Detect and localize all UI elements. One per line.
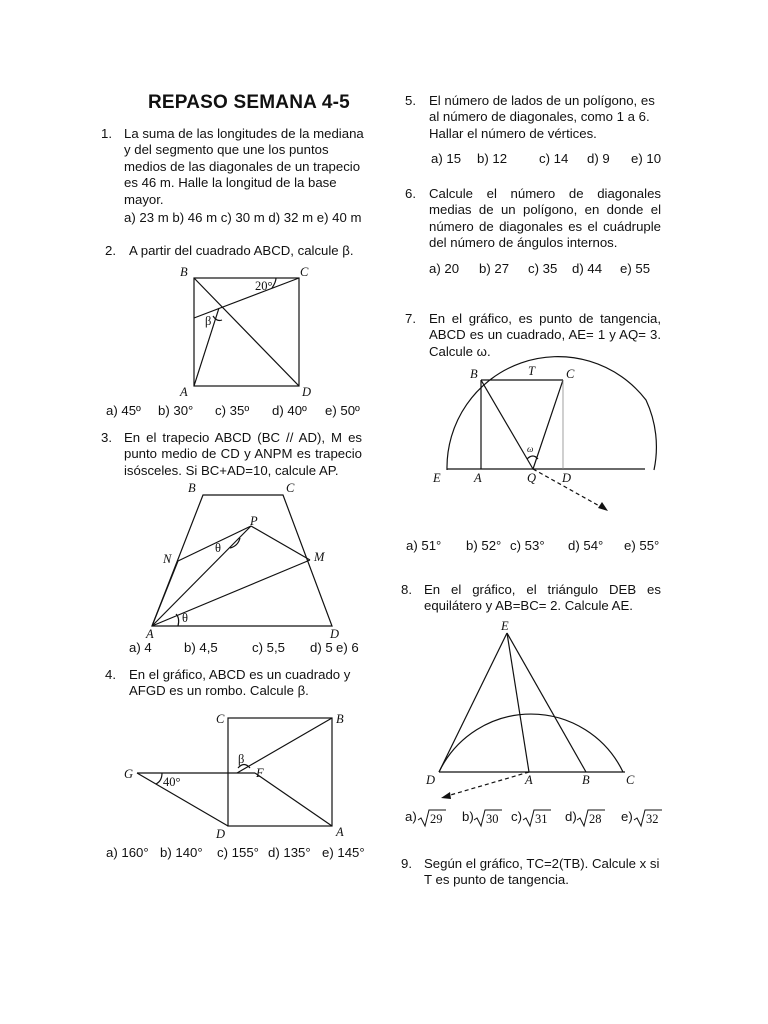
problem-7-option-b: b) 52° (466, 538, 502, 553)
problem-3-text: En el trapecio ABCD (BC // AD), M es punto medio de CD y ANPM es trapecio isósceles. Si BC+AD=10, calcule AP. (124, 430, 362, 478)
p3-label-D: D (330, 627, 340, 641)
problem-7-text: En el gráfico, es punto de tangencia, ABCD es un cuadrado, AE= 1 y AQ= 3. Calcule ω. (429, 311, 661, 359)
p8-label-D: D (426, 773, 436, 787)
p7-label-E: E (433, 471, 441, 485)
problem-6-option-e: e) 55 (620, 261, 651, 276)
p7-label-A: A (474, 471, 482, 485)
problem-3-option-b: b) 4,5 (184, 640, 218, 655)
problem-3-option-e: e) 6 (336, 640, 359, 655)
p3-label-N: N (163, 552, 172, 566)
p4-label-F: F (256, 766, 264, 780)
problem-7-option-a: a) 51° (406, 538, 442, 553)
problem-5-option-a: a) 15 (431, 151, 462, 166)
p4-angle-label: 40° (163, 775, 181, 789)
problem-2-option-d: d) 40º (272, 403, 307, 418)
problem-4-option-b: b) 140° (160, 845, 203, 860)
problem-7-option-c: c) 53° (510, 538, 545, 553)
p7-label-C: C (566, 367, 575, 381)
problem-6-option-a: a) 20 (429, 261, 460, 276)
problem-4-option-c: c) 155° (217, 845, 259, 860)
problem-8-option-e: e) (621, 809, 633, 824)
problem-6-text: Calcule el número de diagonales medias de un polígono, en donde el número de diagonales es el cuádruple del número de ángulos internos. (429, 186, 661, 251)
p3-theta-upper: θ (215, 541, 221, 555)
p8-radicand-e: 32 (646, 812, 659, 826)
problem-8-option-a: a) (405, 809, 417, 824)
p8-label-B: B (582, 773, 590, 787)
problem-4-text: En el gráfico, ABCD es un cuadrado y AFGD es un rombo. Calcule β. (129, 667, 351, 699)
p2-beta-label: β (205, 314, 212, 328)
p7-label-B: B (470, 367, 478, 381)
problem-9-text: Según el gráfico, TC=2(TB). Calcule x si T es punto de tangencia. (424, 856, 660, 888)
p3-label-M: M (314, 550, 325, 564)
problem-2-option-a: a) 45º (106, 403, 141, 418)
problem-7-option-e: e) 55° (624, 538, 660, 553)
problem-4-option-d: d) 135° (268, 845, 311, 860)
p2-label-A: A (180, 385, 188, 399)
problem-1-text: La suma de las longitudes de la mediana y del segmento que une los puntos medios de las diagonales de un trapecio es 46 m. Halle la longitud de la base mayor. (124, 126, 364, 207)
problem-3-number: 3. (101, 430, 112, 445)
p8-label-C: C (626, 773, 635, 787)
p7-label-T: T (528, 364, 535, 378)
problem-6-number: 6. (405, 186, 416, 201)
p7-omega-label: ω (527, 444, 534, 454)
problem-8-option-c: c) (511, 809, 522, 824)
problem-8-number: 8. (401, 582, 412, 597)
p8-radicand-c: 31 (535, 812, 548, 826)
problem-9-number: 9. (401, 856, 412, 871)
p4-beta-label: β (238, 752, 245, 766)
problem-8-text: En el gráfico, el triángulo DEB es equilátero y AB=BC= 2. Calcule AE. (424, 582, 661, 614)
problem-2-option-c: c) 35º (215, 403, 250, 418)
p8-radicand-a: 29 (430, 812, 443, 826)
problem-5-option-c: c) 14 (539, 151, 569, 166)
p8-radicand-d: 28 (589, 812, 602, 826)
problem-2-option-b: b) 30° (158, 403, 194, 418)
problem-8-option-b: b) (462, 809, 474, 824)
p3-label-C: C (286, 481, 295, 495)
p7-label-D: D (562, 471, 572, 485)
p3-label-P: P (250, 514, 258, 528)
p4-label-A: A (336, 825, 344, 839)
problem-5-option-e: e) 10 (631, 151, 662, 166)
problem-3-option-a: a) 4 (129, 640, 152, 655)
problem-5-number: 5. (405, 93, 416, 108)
p2-label-B: B (180, 265, 188, 279)
problem-6-option-b: b) 27 (479, 261, 510, 276)
problem-3-option-d: d) 5 (310, 640, 333, 655)
p4-label-G: G (124, 767, 134, 781)
p2-label-D: D (302, 385, 312, 399)
p4-label-C: C (216, 712, 225, 726)
problem-8-option-d: d) (565, 809, 577, 824)
problem-5-option-b: b) 12 (477, 151, 508, 166)
problem-4-number: 4. (105, 667, 116, 682)
p2-label-C: C (300, 265, 309, 279)
problem-6-option-d: d) 44 (572, 261, 603, 276)
p3-label-B: B (188, 481, 196, 495)
p8-label-E: E (501, 619, 509, 633)
problem-4-option-a: a) 160° (106, 845, 149, 860)
p3-label-A: A (146, 627, 154, 641)
p7-label-Q: Q (527, 471, 537, 485)
problem-5-option-d: d) 9 (587, 151, 610, 166)
problem-3-option-c: c) 5,5 (252, 640, 285, 655)
p4-label-D: D (216, 827, 226, 841)
problem-2-number: 2. (105, 243, 116, 258)
problem-1-number: 1. (101, 126, 112, 141)
page-title: REPASO SEMANA 4-5 (148, 92, 350, 113)
problem-1-options: a) 23 m b) 46 m c) 30 m d) 32 m e) 40 m (124, 210, 362, 225)
p2-angle-label: 20° (255, 279, 273, 293)
problem-2-text: A partir del cuadrado ABCD, calcule β. (129, 243, 354, 258)
p4-label-B: B (336, 712, 344, 726)
problem-6-option-c: c) 35 (528, 261, 558, 276)
p8-label-A: A (525, 773, 533, 787)
p3-theta-lower: θ (182, 611, 188, 625)
problem-7-number: 7. (405, 311, 416, 326)
problem-4-option-e: e) 145° (322, 845, 365, 860)
p8-radicand-b: 30 (486, 812, 499, 826)
problem-5-text: El número de lados de un polígono, es al número de diagonales, como 1 a 6. Hallar el número de vértices. (429, 93, 655, 141)
problem-2-option-e: e) 50º (325, 403, 360, 418)
problem-7-option-d: d) 54° (568, 538, 604, 553)
